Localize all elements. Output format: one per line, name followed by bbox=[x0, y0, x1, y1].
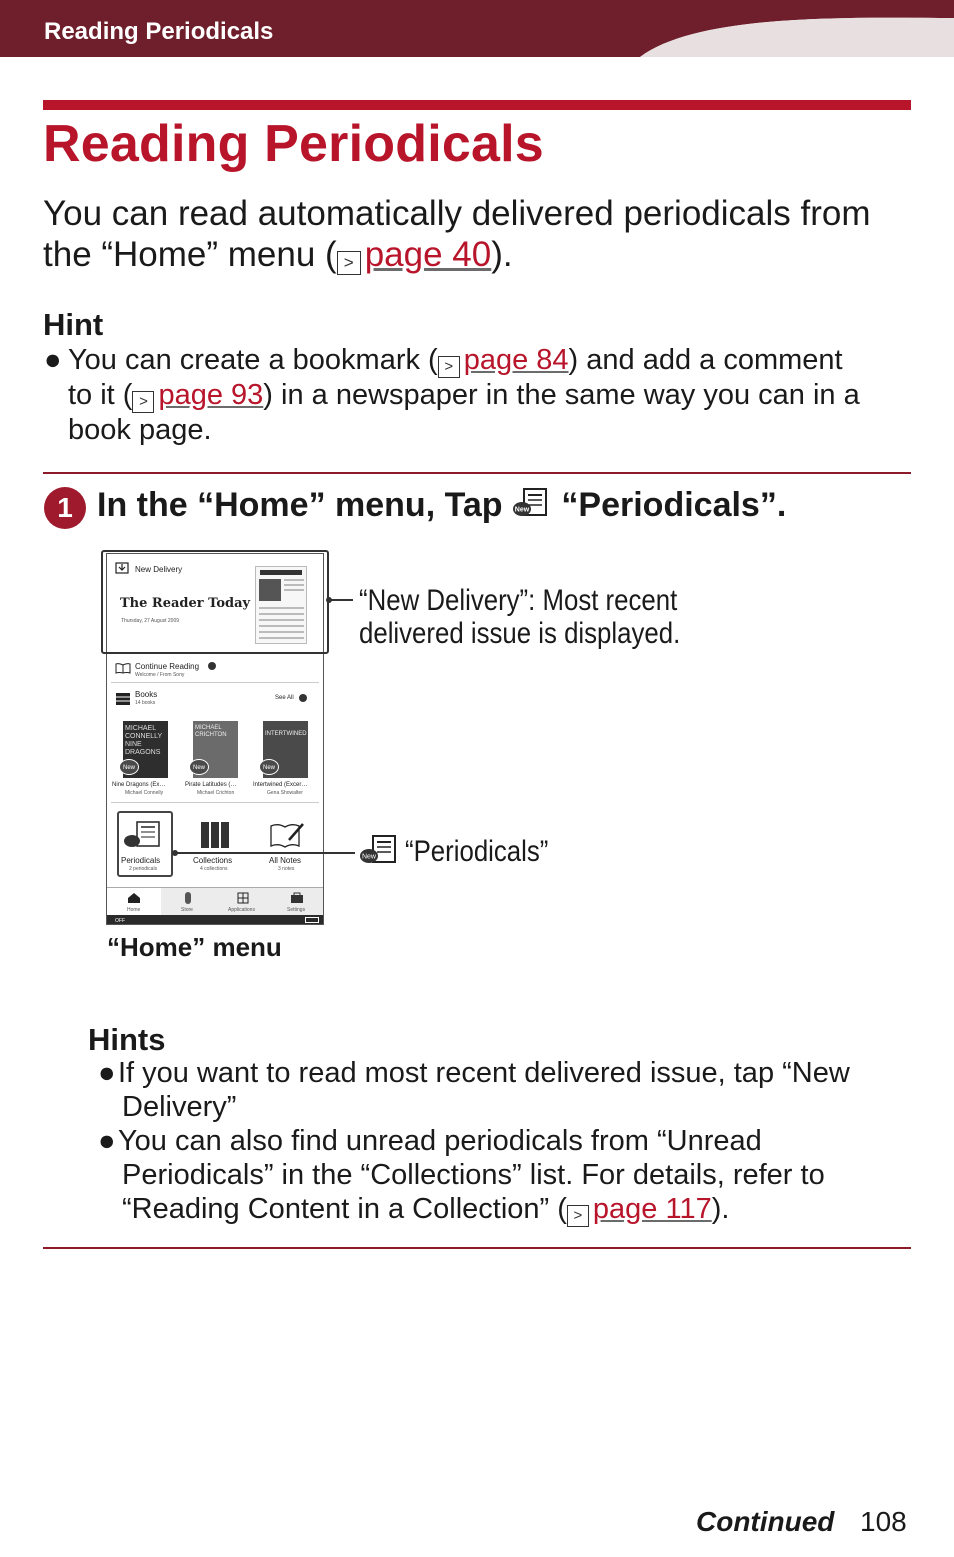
step-text-before: In the “Home” menu, Tap bbox=[97, 486, 503, 524]
step-instruction bbox=[97, 486, 786, 525]
hint-body bbox=[44, 343, 914, 447]
periodicals-label[interactable]: Periodicals bbox=[121, 856, 161, 865]
book-author: Gena Showalter bbox=[267, 790, 303, 796]
svg-text:New: New bbox=[514, 506, 530, 514]
callout-text: “New Delivery”: Most recent bbox=[359, 584, 678, 617]
section-divider bbox=[43, 472, 911, 474]
book-author: Michael Crichton bbox=[197, 790, 235, 796]
wifi-status: OFF bbox=[115, 918, 125, 924]
book-cover[interactable]: INTERTWINED bbox=[263, 721, 308, 778]
page-link-117[interactable]: page 117 bbox=[592, 1193, 712, 1225]
home-icon bbox=[127, 892, 141, 904]
tab-store-label[interactable]: Store bbox=[181, 907, 193, 913]
reference-arrow-icon: > bbox=[567, 1205, 589, 1227]
issue-date: Thursday, 27 August 2009 bbox=[121, 618, 180, 624]
step-text-after: “Periodicals”. bbox=[561, 486, 787, 524]
new-delivery-callout bbox=[359, 584, 720, 650]
reference-arrow-icon: > bbox=[438, 356, 460, 378]
bullet-icon: ● bbox=[98, 1057, 116, 1089]
hints-text: If you want to read most recent delivered issue, tap “New bbox=[118, 1057, 850, 1089]
notes-icon bbox=[269, 820, 305, 850]
hint-text: book page. bbox=[68, 414, 212, 446]
bottom-tab-bar bbox=[107, 887, 323, 915]
continued-label: Continued bbox=[696, 1506, 835, 1537]
hint-text: You can create a bookmark ( bbox=[68, 344, 438, 376]
new-badge: New bbox=[259, 759, 279, 775]
continue-reading-icon bbox=[115, 662, 131, 674]
hints-text: Delivery” bbox=[122, 1091, 237, 1123]
new-badge: New bbox=[119, 759, 139, 775]
new-delivery-highlight bbox=[101, 550, 329, 654]
new-badge: New bbox=[189, 759, 209, 775]
hints-text: ). bbox=[711, 1193, 730, 1225]
page-link-93[interactable]: page 93 bbox=[158, 379, 264, 411]
hint-text: ) and add a comment bbox=[568, 344, 843, 376]
hints-heading: Hints bbox=[88, 1022, 166, 1057]
new-delivery-label[interactable]: New Delivery bbox=[135, 565, 183, 574]
intro-text-end: ). bbox=[491, 235, 513, 274]
book-title: Nine Dragons (Ex… bbox=[112, 782, 166, 788]
hints-text: Periodicals” in the “Collections” list. For details, refer to bbox=[122, 1159, 825, 1191]
arrow-right-icon bbox=[299, 694, 307, 702]
all-notes-label[interactable]: All Notes bbox=[269, 856, 302, 865]
periodical-icon bbox=[512, 486, 552, 520]
section-title: Reading Periodicals bbox=[44, 18, 274, 45]
hint-text: to it ( bbox=[68, 379, 133, 411]
intro-text: You can read automatically delivered periodicals from the “Home” menu ( bbox=[43, 194, 871, 274]
continue-reading-subtitle: Welcome / From Sony bbox=[135, 672, 185, 678]
callout-line bbox=[329, 599, 353, 601]
periodical-icon bbox=[123, 820, 163, 850]
section-header-band bbox=[0, 0, 954, 57]
page-number: 108 bbox=[860, 1506, 907, 1537]
settings-icon bbox=[290, 892, 304, 904]
book-cover[interactable]: MICHAEL CRICHTON bbox=[193, 721, 238, 778]
store-icon bbox=[185, 892, 191, 904]
svg-text:New: New bbox=[361, 853, 377, 861]
status-bar bbox=[107, 915, 323, 925]
bullet-icon: ● bbox=[44, 344, 62, 376]
applications-icon bbox=[237, 892, 249, 904]
collections-count: 4 collections bbox=[200, 866, 228, 872]
masthead: The Reader Today bbox=[120, 596, 251, 611]
page-link-84[interactable]: page 84 bbox=[463, 344, 569, 376]
reference-arrow-icon: > bbox=[132, 391, 154, 413]
tab-applications-label[interactable]: Applications bbox=[228, 907, 255, 913]
book-title: Intertwined (Excer… bbox=[253, 782, 308, 788]
periodical-icon bbox=[359, 833, 401, 867]
page-link-40[interactable]: page 40 bbox=[364, 235, 492, 274]
battery-icon bbox=[305, 917, 319, 923]
title-rule bbox=[43, 100, 911, 110]
collections-label[interactable]: Collections bbox=[193, 856, 233, 865]
books-icon bbox=[115, 692, 131, 706]
intro-paragraph bbox=[43, 193, 913, 275]
section-divider bbox=[43, 1247, 911, 1249]
notes-count: 3 notes bbox=[278, 866, 295, 872]
hint-text: ) in a newspaper in the same way you can in a bbox=[263, 379, 860, 411]
bullet-icon: ● bbox=[98, 1125, 116, 1157]
see-all-link[interactable]: See All bbox=[275, 695, 294, 701]
hints-body bbox=[98, 1056, 918, 1227]
hints-text: “Reading Content in a Collection” ( bbox=[122, 1193, 567, 1225]
books-label[interactable]: Books bbox=[135, 690, 158, 699]
periodicals-callout: “Periodicals” bbox=[405, 835, 549, 868]
book-author: Michael Connelly bbox=[125, 790, 164, 796]
callout-line bbox=[175, 852, 355, 854]
page-title: Reading Periodicals bbox=[43, 115, 544, 173]
books-count: 14 books bbox=[135, 700, 156, 706]
step-number-badge: 1 bbox=[44, 487, 86, 529]
home-menu-caption: “Home” menu bbox=[107, 932, 282, 962]
collections-icon bbox=[199, 820, 233, 850]
book-title: Pirate Latitudes (… bbox=[185, 782, 237, 788]
tab-settings-label[interactable]: Settings bbox=[287, 907, 306, 913]
continue-reading-label[interactable]: Continue Reading bbox=[135, 662, 200, 671]
reference-arrow-icon: > bbox=[337, 251, 361, 275]
periodicals-count: 2 periodicals bbox=[129, 866, 158, 872]
callout-text: delivered issue is displayed. bbox=[359, 617, 681, 650]
arrow-right-icon bbox=[208, 662, 216, 670]
book-cover[interactable]: MICHAEL CONNELLY NINE DRAGONS bbox=[123, 721, 168, 778]
hint-heading: Hint bbox=[43, 307, 104, 342]
hints-text: You can also find unread periodicals from “Unread bbox=[118, 1125, 762, 1157]
tab-home-label: Home bbox=[127, 907, 141, 913]
